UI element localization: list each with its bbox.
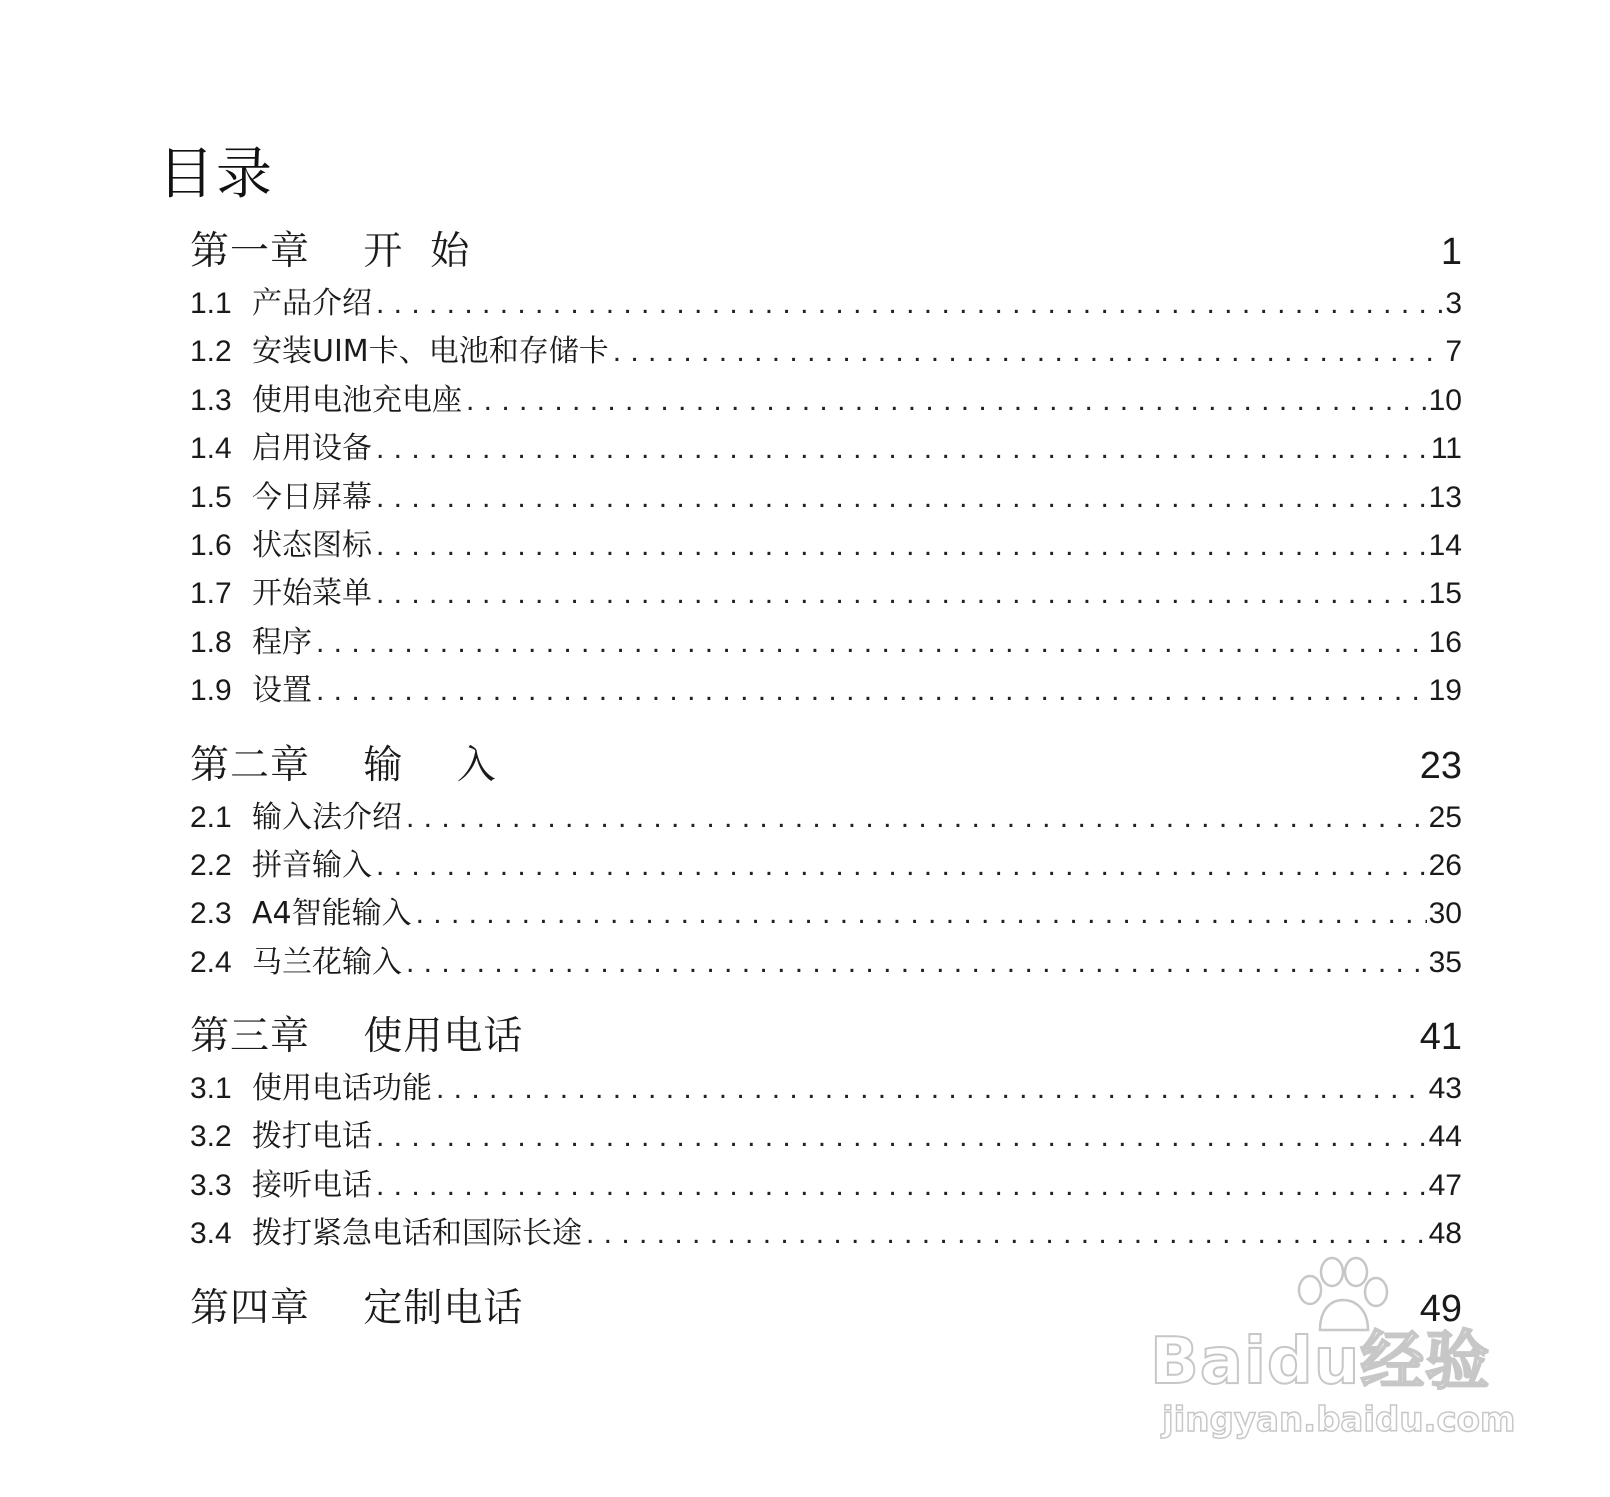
section-page-number: 10 (1428, 383, 1462, 417)
section-number: 1.3 (190, 383, 232, 417)
toc-entry[interactable] (190, 667, 1462, 715)
section-title: 拨打电话 (252, 1119, 372, 1155)
dot-leader (376, 522, 1427, 570)
section-page-number: 13 (1428, 480, 1462, 514)
dot-leader (613, 328, 1444, 376)
section-page-number: 30 (1428, 897, 1462, 931)
dot-leader (376, 1113, 1427, 1161)
toc-entry[interactable] (190, 1162, 1462, 1210)
toc-entry[interactable] (190, 280, 1462, 328)
dot-leader (466, 377, 1427, 425)
section-number: 1.5 (190, 480, 232, 514)
section-page-number: 35 (1428, 945, 1462, 979)
toc-entry[interactable] (190, 474, 1462, 522)
section-page-number: 48 (1428, 1217, 1462, 1251)
dot-leader (406, 794, 1427, 842)
toc-entry[interactable] (190, 619, 1462, 667)
toc-entry[interactable] (190, 328, 1462, 376)
section-page-number: 7 (1445, 335, 1462, 369)
chapter-page-number: 1 (1440, 231, 1462, 273)
chapter-title: 第二章 输 入 (190, 742, 497, 788)
dot-leader (376, 425, 1429, 473)
section-number: 3.2 (190, 1120, 232, 1154)
section-number: 1.4 (190, 432, 232, 466)
section-title: 输入法介绍 (252, 799, 402, 835)
section-title: 拨打紧急电话和国际长途 (252, 1216, 582, 1252)
section-number: 1.1 (190, 287, 232, 320)
dot-leader (376, 280, 1443, 328)
section-number: 1.2 (190, 335, 232, 369)
chapter-page-number: 41 (1419, 1016, 1462, 1059)
section-title: 安装UIM卡、电池和存储卡 (252, 334, 609, 370)
toc-entry[interactable] (190, 939, 1462, 987)
dot-leader (376, 1162, 1427, 1210)
dot-leader (436, 1065, 1427, 1113)
section-number: 2.3 (190, 897, 232, 931)
section-number: 1.6 (190, 528, 232, 562)
toc-entry[interactable] (190, 1113, 1462, 1161)
dot-leader (376, 570, 1427, 618)
section-number: 3.1 (190, 1072, 232, 1106)
toc-entry[interactable] (190, 522, 1462, 570)
chapter-title: 第四章 定制电话 (190, 1285, 524, 1331)
toc-entry[interactable] (190, 842, 1462, 890)
section-page-number: 19 (1428, 674, 1462, 708)
dot-leader (406, 939, 1427, 987)
dot-leader (316, 667, 1427, 715)
table-of-contents (190, 224, 1462, 1337)
section-title: A4智能输入 (252, 896, 412, 932)
section-title: 拼音输入 (252, 847, 372, 883)
section-title: 接听电话 (252, 1167, 372, 1203)
section-title: 产品介绍 (252, 286, 372, 321)
chapter-heading[interactable] (190, 1009, 1462, 1065)
section-number: 2.4 (190, 945, 232, 979)
section-title: 使用电话功能 (252, 1071, 432, 1107)
section-page-number: 3 (1445, 287, 1462, 320)
chapter-page-number: 49 (1419, 1287, 1462, 1330)
chapter-heading[interactable] (190, 224, 1462, 280)
section-page-number: 44 (1428, 1120, 1462, 1154)
section-number: 3.3 (190, 1168, 232, 1202)
section-page-number: 47 (1428, 1168, 1462, 1202)
section-page-number: 11 (1430, 432, 1462, 466)
chapter-title: 第三章 使用电话 (190, 1014, 524, 1060)
toc-entry[interactable] (190, 425, 1462, 473)
watermark-brand: Baidu经验 (1150, 1325, 1491, 1399)
section-title: 程序 (252, 624, 312, 660)
section-title: 今日屏幕 (252, 479, 372, 515)
section-title: 开始菜单 (252, 576, 372, 612)
toc-entry[interactable] (190, 1065, 1462, 1113)
chapter-heading[interactable] (190, 738, 1462, 794)
toc-entry[interactable] (190, 570, 1462, 618)
toc-entry[interactable] (190, 377, 1462, 425)
section-number: 1.7 (190, 577, 232, 611)
dot-leader (416, 890, 1427, 938)
section-title: 启用设备 (252, 431, 372, 467)
watermark (1150, 1250, 1520, 1450)
section-page-number: 15 (1428, 577, 1462, 611)
page-title: 目录 (158, 142, 274, 207)
section-title: 使用电池充电座 (252, 382, 462, 418)
dot-leader (316, 619, 1427, 667)
watermark-url: jingyan.baidu.com (1162, 1400, 1516, 1440)
toc-entry[interactable] (190, 794, 1462, 842)
chapter-title: 第一章 开 始 (190, 229, 471, 274)
section-number: 2.1 (190, 800, 232, 834)
toc-entry[interactable] (190, 890, 1462, 938)
section-title: 设置 (252, 673, 312, 709)
section-page-number: 14 (1428, 528, 1462, 562)
section-title: 马兰花输入 (252, 944, 402, 980)
section-title: 状态图标 (252, 527, 372, 563)
chapter-page-number: 23 (1419, 744, 1462, 787)
section-page-number: 16 (1428, 625, 1462, 659)
section-number: 1.9 (190, 674, 232, 708)
section-page-number: 26 (1428, 848, 1462, 882)
section-page-number: 43 (1428, 1072, 1462, 1106)
section-number: 3.4 (190, 1217, 232, 1251)
section-number: 1.8 (190, 625, 232, 659)
dot-leader (376, 474, 1427, 522)
section-number: 2.2 (190, 848, 232, 882)
section-page-number: 25 (1428, 800, 1462, 834)
dot-leader (376, 842, 1427, 890)
